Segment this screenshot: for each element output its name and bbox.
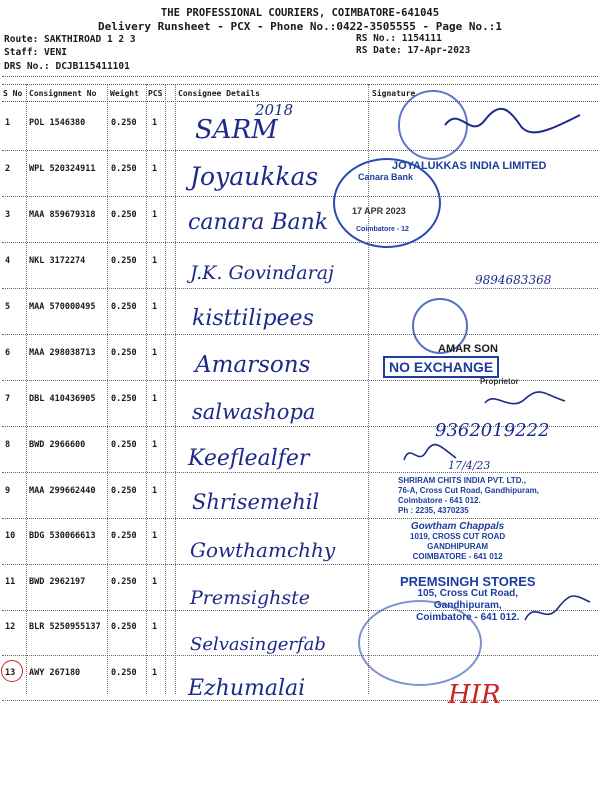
row-divider xyxy=(2,518,598,519)
row-pcs: 1 xyxy=(152,348,158,358)
row-divider xyxy=(2,334,598,335)
row-pcs: 1 xyxy=(152,577,158,587)
row-sno: 4 xyxy=(5,256,11,266)
consignee-name: Keeflealfer xyxy=(188,446,310,471)
row-weight: 0.250 xyxy=(111,164,137,174)
row-sno: 9 xyxy=(5,486,11,496)
staff-label: Staff: VENI xyxy=(4,47,67,58)
drs-number: DRS No.: DCJB115411101 xyxy=(4,61,130,72)
signature-scribble xyxy=(520,590,595,630)
row-weight: 0.250 xyxy=(111,210,137,220)
consignee-name: Shrisemehil xyxy=(192,490,320,514)
signature-scribble xyxy=(400,440,460,468)
row-weight: 0.250 xyxy=(111,302,137,312)
row-pcs: 1 xyxy=(152,440,158,450)
row-pcs: 1 xyxy=(152,210,158,220)
company-title: THE PROFESSIONAL COURIERS, COIMBATORE-641045 xyxy=(160,7,440,19)
canara-stamp-place: Coimbatore - 12 xyxy=(356,226,409,233)
row-pcs: 1 xyxy=(152,531,158,541)
consignee-name: Joyaukkas xyxy=(190,162,319,191)
row-consignment: MAA 859679318 xyxy=(29,210,96,220)
row-consignment: BWD 2966600 xyxy=(29,440,86,450)
row-divider xyxy=(2,150,598,151)
row-consignment: DBL 410436905 xyxy=(29,394,96,404)
joyalukkas-stamp: JOYALUKKAS INDIA LIMITED xyxy=(392,160,547,172)
table-top-line xyxy=(2,84,598,85)
shriram-line: Coimbatore - 641 012. xyxy=(398,496,481,505)
consignee-name: SARM xyxy=(195,115,278,145)
row-sno: 13 xyxy=(5,668,16,678)
gowtham-chappals-stamp xyxy=(410,522,505,562)
row-consignment: POL 1546380 xyxy=(29,118,86,128)
row-weight: 0.250 xyxy=(111,256,137,266)
row-pcs: 1 xyxy=(152,394,158,404)
row-consignment: BWD 2962197 xyxy=(29,577,86,587)
row-pcs: 1 xyxy=(152,164,158,174)
rs-number: RS No.: 1154111 xyxy=(356,33,442,44)
shriram-line: 76-A, Cross Cut Road, Gandhipuram, xyxy=(398,486,539,495)
handwritten-phone: 9894683368 xyxy=(475,273,552,287)
col-consignment: Consignment No xyxy=(29,89,97,98)
row-consignment: MAA 298038713 xyxy=(29,348,96,358)
row13-circle-mark xyxy=(1,660,23,682)
canara-bank-label: Canara Bank xyxy=(358,172,414,182)
handwritten-date: 17/4/23 xyxy=(448,459,491,472)
consignee-name: canara Bank xyxy=(188,210,329,235)
consignee-name: salwashopa xyxy=(192,400,316,424)
consignee-name: J.K. Govindaraj xyxy=(190,262,334,284)
col-consignee-details: Consignee Details xyxy=(178,89,260,98)
row-consignment: WPL 520324911 xyxy=(29,164,96,174)
row-sno: 5 xyxy=(5,302,11,312)
row-sno: 8 xyxy=(5,440,11,450)
row-divider xyxy=(2,196,598,197)
row-sno: 11 xyxy=(5,577,16,587)
row-consignment: MAA 299662440 xyxy=(29,486,96,496)
row-weight: 0.250 xyxy=(111,394,137,404)
handwritten-phone: 9362019222 xyxy=(435,420,550,441)
shriram-stamp xyxy=(398,476,539,516)
no-exchange-stamp: NO EXCHANGE xyxy=(383,356,499,378)
row-divider xyxy=(2,564,598,565)
row-pcs: 1 xyxy=(152,302,158,312)
row-pcs: 1 xyxy=(152,622,158,632)
row-consignment: AWY 267180 xyxy=(29,668,81,678)
row-weight: 0.250 xyxy=(111,531,137,541)
runsheet-title: Delivery Runsheet - PCX - Phone No.:0422-3505555 - Page No.:1 xyxy=(98,20,502,33)
row-weight: 0.250 xyxy=(111,348,137,358)
row-weight: 0.250 xyxy=(111,668,137,678)
handwritten-note: 2018 xyxy=(255,101,294,119)
consignee-name: kisttilipees xyxy=(192,306,314,331)
proprietor-label: Proprietor xyxy=(480,377,519,386)
row-weight: 0.250 xyxy=(111,118,137,128)
consignee-name: Amarsons xyxy=(195,352,311,378)
route-label: Route: SAKTHIROAD 1 2 3 xyxy=(4,34,136,45)
signature-scribble xyxy=(480,385,570,415)
row-divider xyxy=(2,472,598,473)
row-weight: 0.250 xyxy=(111,440,137,450)
row-sno: 10 xyxy=(5,531,16,541)
row-sno: 12 xyxy=(5,622,16,632)
col-pcs: PCS xyxy=(148,89,163,98)
rs-date: RS Date: 17-Apr-2023 xyxy=(356,45,471,56)
gowtham-line: COIMBATORE - 641 012 xyxy=(412,552,503,561)
header-divider xyxy=(2,76,598,77)
row-sno: 6 xyxy=(5,348,11,358)
consignee-name: Ezhumalai xyxy=(188,676,306,701)
col-signature: Signature xyxy=(372,89,416,98)
row-pcs: 1 xyxy=(152,118,158,128)
gowtham-line: 1019, CROSS CUT ROAD xyxy=(410,532,506,541)
signature-scribble xyxy=(440,100,590,140)
amar-son-stamp: AMAR SON xyxy=(438,343,498,355)
consignee-name: Gowthamchhy xyxy=(190,538,336,562)
row-weight: 0.250 xyxy=(111,486,137,496)
canara-stamp-date: 17 APR 2023 xyxy=(352,206,406,216)
row-sno: 7 xyxy=(5,394,11,404)
round-stamp xyxy=(358,600,482,686)
gowtham-line: Gowtham Chappals xyxy=(410,521,505,532)
premsingh-line: Gandhipuram, xyxy=(433,600,502,611)
row-consignment: NKL 3172274 xyxy=(29,256,86,266)
consignee-name: Premsighste xyxy=(190,587,310,609)
premsingh-line: PREMSINGH STORES xyxy=(400,574,536,589)
row-pcs: 1 xyxy=(152,486,158,496)
row-pcs: 1 xyxy=(152,668,158,678)
row-divider xyxy=(2,288,598,289)
row-weight: 0.250 xyxy=(111,622,137,632)
row-consignment: MAA 570000495 xyxy=(29,302,96,312)
row-consignment: BLR 5250955137 xyxy=(29,622,101,632)
col-weight: Weight xyxy=(110,89,139,98)
row-sno: 2 xyxy=(5,164,11,174)
row-sno: 1 xyxy=(5,118,11,128)
row-sno: 3 xyxy=(5,210,11,220)
col-sno: S No xyxy=(3,89,23,98)
row-pcs: 1 xyxy=(152,256,158,266)
row-divider xyxy=(2,242,598,243)
handwritten-note-red: HIR xyxy=(448,680,501,710)
gowtham-line: GANDHIPURAM xyxy=(427,542,489,551)
row-consignment: BDG 530066613 xyxy=(29,531,96,541)
premsingh-line: Coimbatore - 641 012. xyxy=(416,612,520,623)
row-weight: 0.250 xyxy=(111,577,137,587)
row-divider xyxy=(2,655,598,656)
shriram-line: Ph : 2235, 4370235 xyxy=(398,506,469,515)
premsingh-line: 105, Cross Cut Road, xyxy=(417,588,519,599)
shriram-line: SHRIRAM CHITS INDIA PVT. LTD., xyxy=(398,476,526,485)
consignee-name: Selvasingerfab xyxy=(190,634,326,655)
